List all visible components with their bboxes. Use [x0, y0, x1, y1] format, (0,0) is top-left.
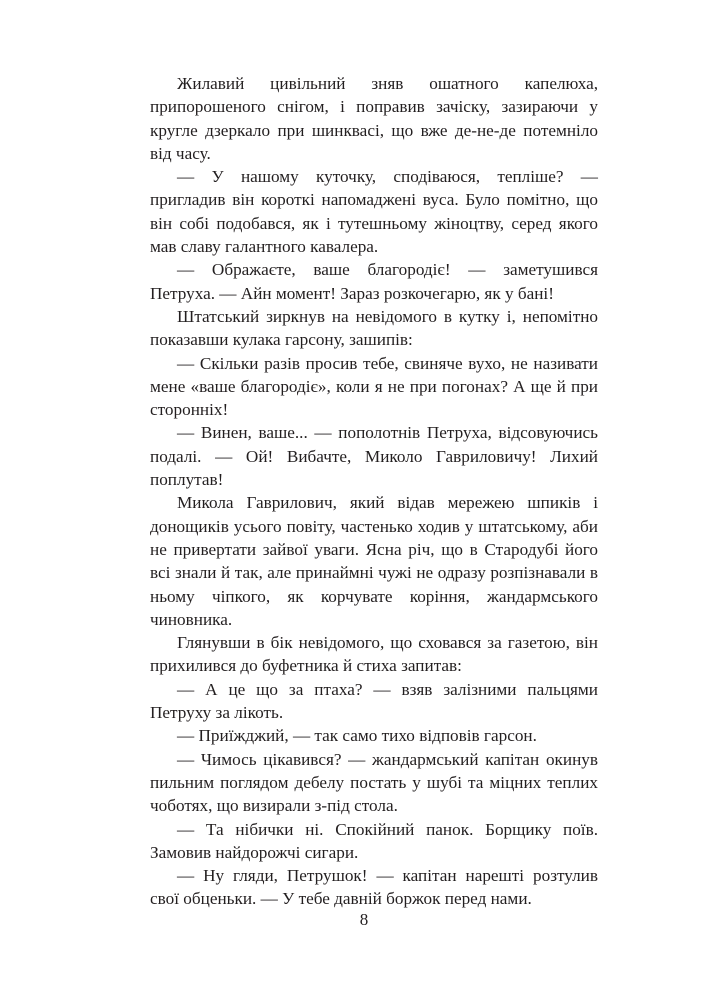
- paragraph: — Скільки разів просив тебе, свиняче вухо, не називати мене «ваше благородіє», коли я не при погонах? А ще й при сторонніх!: [150, 353, 598, 420]
- paragraph: — Чимось цікавився? — жандармський капітан окинув пильним поглядом дебелу постать у шубі та міцних теплих чоботях, що визирали з-під стола.: [150, 749, 598, 816]
- paragraph: — Ну гляди, Петрушок! — капітан нарешті розтулив свої обценьки. — У тебе давній боржок перед нами.: [150, 866, 598, 909]
- paragraph: Штатський зиркнув на невідомого в кутку і, непомітно показавши кулака гарсону, зашипів:: [150, 306, 598, 350]
- paragraph: — А це що за птаха? — взяв залізними пальцями Петруху за лікоть.: [150, 679, 598, 723]
- body-text: [150, 72, 598, 911]
- paragraph: Микола Гаврилович, який відав мережею шпиків і донощиків усього повіту, частенько ходив у штатському, аби не привертати зайвої уваги. Ясна річ, що в Стародубі його всі знали й так, але принаймні чужі не одразу розпізнавали в ньому чіпкого, як корчувате коріння, жандармського чиновника.: [150, 493, 598, 629]
- paragraph: Глянувши в бік невідомого, що сховався за газетою, він прихилився до буфетника й стиха запитав:: [150, 633, 598, 676]
- paragraph: — Ображаєте, ваше благородіє! — заметушився Петруха. — Айн момент! Зараз розкочегарю, як у бані!: [150, 260, 598, 303]
- paragraph: Жилавий цивільний зняв ошатного капелюха, припорошеного снігом, і поправив зачіску, зазираючи у кругле дзеркало при шинквасі, що вже де-не-де потемніло від часу.: [150, 74, 598, 163]
- page-number: 8: [359, 910, 369, 929]
- paragraph: — У нашому куточку, сподіваюся, тепліше? — пригладив він короткі напомаджені вуса. Було помітно, що він собі подобався, як і тутешньому жіноцтву, серед якого мав славу галантного кавалера.: [150, 167, 598, 257]
- paragraph: — Приїжджий, — так само тихо відповів гарсон.: [177, 726, 537, 746]
- paragraph: — Та нібички ні. Спокійний панок. Борщику поїв. Замовив найдорожчі сигари.: [150, 819, 598, 862]
- paragraph: — Винен, ваше... — пополотнів Петруха, відсовуючись подалі. — Ой! Вибачте, Миколо Гавриловичу! Лихий поплутав!: [150, 423, 598, 490]
